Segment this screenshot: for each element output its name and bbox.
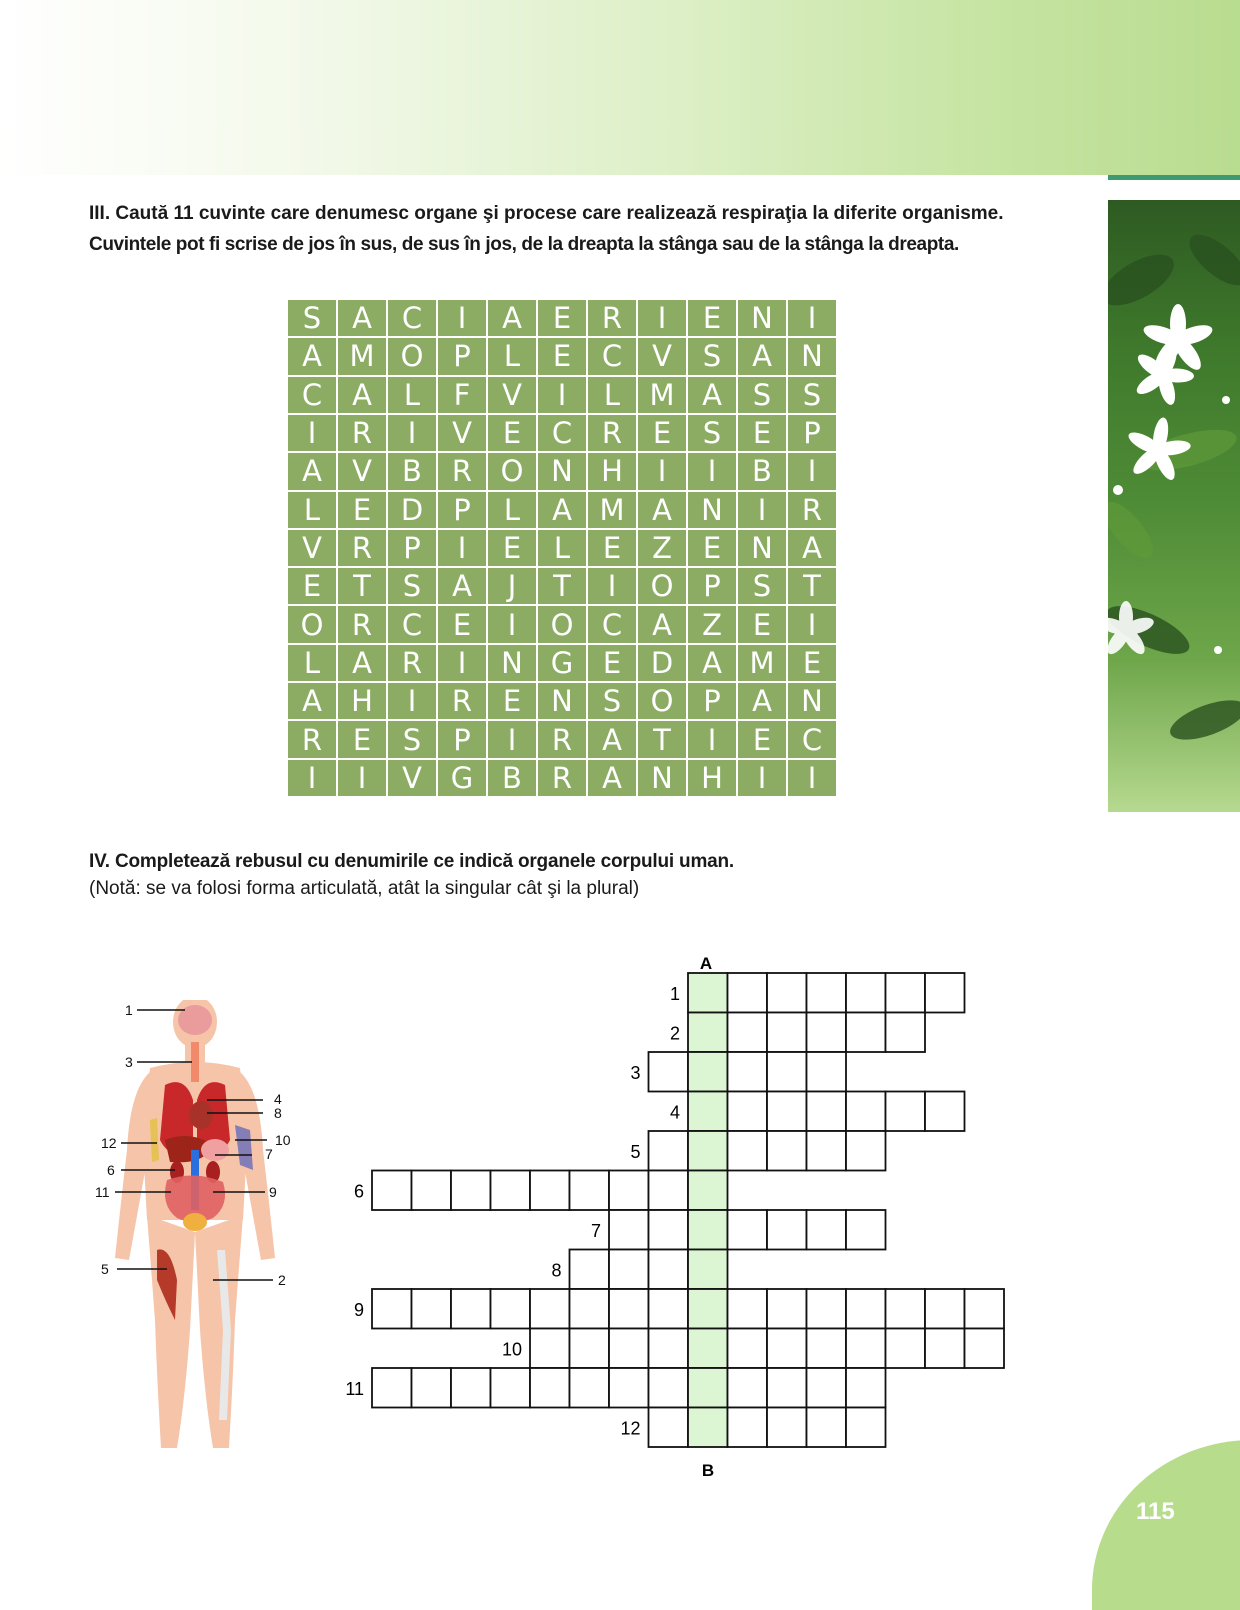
word-search-cell: R: [338, 415, 386, 451]
word-search-cell: I: [688, 453, 736, 489]
crossword-label-a: A: [699, 954, 713, 973]
word-search-cell: I: [338, 760, 386, 796]
word-search-cell: V: [638, 338, 686, 374]
crossword-cell[interactable]: [846, 1013, 886, 1053]
crossword-cell[interactable]: [530, 1171, 570, 1211]
crossword-cell[interactable]: [372, 1171, 412, 1211]
word-search-cell: T: [638, 721, 686, 757]
crossword-cell[interactable]: [728, 1210, 768, 1250]
crossword-cell[interactable]: [965, 1329, 1005, 1369]
word-search-cell: A: [538, 492, 586, 528]
word-search-cell: Z: [688, 606, 736, 642]
word-search-cell: E: [588, 530, 636, 566]
word-search-cell: S: [388, 568, 436, 604]
word-search-cell: E: [338, 721, 386, 757]
word-search-cell: D: [388, 492, 436, 528]
word-search-cell: S: [738, 568, 786, 604]
figure-label: 11: [95, 1184, 110, 1200]
crossword-cell[interactable]: [846, 1329, 886, 1369]
word-search-cell: F: [438, 377, 486, 413]
crossword-cell[interactable]: [530, 1289, 570, 1329]
crossword-cell[interactable]: [767, 1368, 807, 1408]
crossword-cell[interactable]: [609, 1368, 649, 1408]
word-search-cell: I: [488, 721, 536, 757]
page-number: 115: [1136, 1498, 1175, 1525]
crossword-cell[interactable]: [728, 1013, 768, 1053]
crossword-cell[interactable]: [649, 1250, 689, 1290]
crossword-cell[interactable]: [451, 1289, 491, 1329]
word-search-cell: I: [638, 300, 686, 336]
word-search-cell: N: [688, 492, 736, 528]
word-search-cell: R: [388, 645, 436, 681]
crossword-row-number: 2: [669, 1023, 680, 1044]
crossword-cell[interactable]: [886, 1092, 926, 1132]
crossword-cell[interactable]: [491, 1289, 531, 1329]
crossword-cell[interactable]: [451, 1368, 491, 1408]
crossword-key-cell[interactable]: [688, 1408, 728, 1448]
word-search-cell: P: [438, 492, 486, 528]
word-search-cell: I: [438, 530, 486, 566]
word-search-cell: A: [438, 568, 486, 604]
crossword-row-number: 8: [551, 1260, 562, 1281]
exercise-3-title-line-2: Cuvintele pot fi scrise de jos în sus, de sus în jos, de la dreapta la stânga sau de la stânga la dreapta.: [89, 234, 959, 255]
crossword-row-number: 9: [353, 1299, 364, 1320]
crossword-cell[interactable]: [807, 1368, 847, 1408]
word-search-cell: O: [538, 606, 586, 642]
word-search-cell: V: [438, 415, 486, 451]
crossword-cell[interactable]: [372, 1289, 412, 1329]
crossword-cell[interactable]: [886, 1013, 926, 1053]
crossword-row-number: 6: [353, 1181, 364, 1202]
word-search-cell: A: [788, 530, 836, 566]
crossword-cell[interactable]: [846, 1131, 886, 1171]
figure-label: 12: [101, 1135, 117, 1151]
word-search-cell: S: [738, 377, 786, 413]
crossword-cell[interactable]: [412, 1368, 452, 1408]
word-search-cell: A: [688, 645, 736, 681]
word-search-cell: R: [538, 760, 586, 796]
word-search-cell: S: [688, 338, 736, 374]
crossword-key-cell[interactable]: [688, 1368, 728, 1408]
word-search-cell: L: [538, 530, 586, 566]
word-search-cell: E: [288, 568, 336, 604]
word-search-cell: R: [288, 721, 336, 757]
word-search-cell: A: [638, 492, 686, 528]
crossword-key-cell[interactable]: [688, 1210, 728, 1250]
word-search-cell: T: [338, 568, 386, 604]
crossword-cell[interactable]: [530, 1368, 570, 1408]
crossword-row-number: 4: [669, 1102, 680, 1123]
word-search-cell: P: [388, 530, 436, 566]
word-search-cell: E: [488, 683, 536, 719]
word-search-cell: E: [488, 415, 536, 451]
crossword-cell[interactable]: [846, 973, 886, 1013]
word-search-cell: I: [538, 377, 586, 413]
crossword-cell[interactable]: [728, 1408, 768, 1448]
word-search-cell: I: [438, 300, 486, 336]
word-search-cell: A: [288, 338, 336, 374]
figure-label: 9: [269, 1184, 277, 1200]
word-search-cell: I: [788, 453, 836, 489]
crossword-cell[interactable]: [767, 1052, 807, 1092]
crossword-cell[interactable]: [649, 1289, 689, 1329]
word-search-cell: E: [688, 300, 736, 336]
word-search-cell: E: [338, 492, 386, 528]
figure-label: 3: [125, 1054, 133, 1070]
crossword-cell[interactable]: [807, 1329, 847, 1369]
crossword-cell[interactable]: [609, 1210, 649, 1250]
crossword-cell[interactable]: [886, 1329, 926, 1369]
crossword-cell[interactable]: [728, 1289, 768, 1329]
word-search-cell: C: [588, 338, 636, 374]
word-search-cell: V: [338, 453, 386, 489]
crossword-cell[interactable]: [807, 1052, 847, 1092]
word-search-cell: R: [588, 300, 636, 336]
word-search-cell: E: [738, 606, 786, 642]
word-search-cell: N: [538, 453, 586, 489]
crossword-cell[interactable]: [728, 1052, 768, 1092]
word-search-cell: S: [788, 377, 836, 413]
word-search-cell: O: [288, 606, 336, 642]
word-search-cell: A: [588, 721, 636, 757]
crossword-cell[interactable]: [649, 1368, 689, 1408]
word-search-cell: L: [388, 377, 436, 413]
word-search-cell: L: [288, 492, 336, 528]
crossword-cell[interactable]: [649, 1131, 689, 1171]
word-search-cell: V: [288, 530, 336, 566]
crossword-row-number: 5: [630, 1141, 641, 1162]
word-search-cell: E: [538, 300, 586, 336]
figure-label: 6: [107, 1162, 115, 1178]
crossword-cell[interactable]: [925, 973, 965, 1013]
word-search-cell: I: [288, 760, 336, 796]
word-search-cell: L: [488, 338, 536, 374]
crossword-label-b: B: [701, 1461, 715, 1480]
crossword-cell[interactable]: [570, 1329, 610, 1369]
word-search-cell: A: [638, 606, 686, 642]
word-search-cell: I: [588, 568, 636, 604]
exercise-4-note: (Notă: se va folosi forma articulată, atât la singular cât şi la plural): [89, 878, 640, 899]
word-search-cell: E: [738, 415, 786, 451]
word-search-cell: P: [438, 338, 486, 374]
word-search-cell: P: [688, 568, 736, 604]
word-search-cell: N: [638, 760, 686, 796]
crossword-key-cell[interactable]: [688, 1092, 728, 1132]
word-search-cell: S: [588, 683, 636, 719]
word-search-cell: P: [788, 415, 836, 451]
word-search-cell: N: [488, 645, 536, 681]
crossword-cell[interactable]: [570, 1289, 610, 1329]
word-search-cell: A: [338, 645, 386, 681]
word-search-cell: A: [688, 377, 736, 413]
crossword-row-number: 10: [501, 1339, 522, 1360]
crossword-cell[interactable]: [570, 1250, 610, 1290]
crossword-cell[interactable]: [846, 1368, 886, 1408]
crossword-key-cell[interactable]: [688, 1013, 728, 1053]
word-search-cell: I: [788, 606, 836, 642]
word-search-cell: M: [338, 338, 386, 374]
word-search-cell: I: [738, 760, 786, 796]
crossword-cell[interactable]: [570, 1368, 610, 1408]
word-search-cell: N: [538, 683, 586, 719]
crossword-cell[interactable]: [728, 973, 768, 1013]
crossword-cell[interactable]: [807, 1408, 847, 1448]
word-search-cell: A: [738, 338, 786, 374]
word-search-cell: R: [438, 453, 486, 489]
crossword-cell[interactable]: [767, 1289, 807, 1329]
word-search-cell: S: [688, 415, 736, 451]
figure-label: 2: [278, 1272, 286, 1288]
word-search-cell: D: [638, 645, 686, 681]
word-search-cell: E: [638, 415, 686, 451]
crossword-key-cell[interactable]: [688, 1052, 728, 1092]
crossword-cell[interactable]: [649, 1052, 689, 1092]
word-search-cell: J: [488, 568, 536, 604]
word-search-cell: L: [288, 645, 336, 681]
word-search-cell: Z: [638, 530, 686, 566]
word-search-cell: R: [338, 530, 386, 566]
word-search-cell: L: [588, 377, 636, 413]
word-search-cell: H: [588, 453, 636, 489]
crossword-key-cell[interactable]: [688, 1131, 728, 1171]
word-search-cell: E: [688, 530, 736, 566]
crossword-cell[interactable]: [372, 1368, 412, 1408]
crossword-cell[interactable]: [925, 1092, 965, 1132]
word-search-cell: C: [388, 606, 436, 642]
word-search-cell: P: [438, 721, 486, 757]
crossword-cell[interactable]: [649, 1329, 689, 1369]
figure-label: 1: [125, 1002, 133, 1018]
crossword-key-cell[interactable]: [688, 1250, 728, 1290]
crossword-cell[interactable]: [609, 1289, 649, 1329]
word-search-cell: R: [788, 492, 836, 528]
word-search-cell: B: [488, 760, 536, 796]
word-search-cell: V: [388, 760, 436, 796]
word-search-cell: N: [788, 338, 836, 374]
word-search-cell: C: [388, 300, 436, 336]
crossword-cell[interactable]: [649, 1408, 689, 1448]
crossword-cell[interactable]: [886, 973, 926, 1013]
word-search-cell: H: [338, 683, 386, 719]
crossword-cell[interactable]: [728, 1368, 768, 1408]
crossword-cell[interactable]: [767, 1408, 807, 1448]
crossword-cell[interactable]: [807, 1131, 847, 1171]
word-search-cell: A: [338, 300, 386, 336]
word-search-cell: V: [488, 377, 536, 413]
exercise-4-title: IV. Completează rebusul cu denumirile ce indică organele corpului uman.: [89, 851, 734, 872]
word-search-cell: O: [488, 453, 536, 489]
crossword-cell[interactable]: [412, 1289, 452, 1329]
crossword-row-number: 3: [630, 1062, 641, 1083]
word-search-cell: C: [288, 377, 336, 413]
crossword-cell[interactable]: [807, 1013, 847, 1053]
word-search-cell: O: [638, 568, 686, 604]
word-search-cell: E: [538, 338, 586, 374]
word-search-cell: P: [688, 683, 736, 719]
crossword-cell[interactable]: [925, 1329, 965, 1369]
word-search-cell: O: [638, 683, 686, 719]
crossword-cell[interactable]: [649, 1210, 689, 1250]
word-search-cell: T: [788, 568, 836, 604]
crossword-cell[interactable]: [451, 1171, 491, 1211]
word-search-cell: R: [338, 606, 386, 642]
crossword-cell[interactable]: [925, 1289, 965, 1329]
crossword-cell[interactable]: [728, 1131, 768, 1171]
word-search-cell: A: [288, 453, 336, 489]
word-search-cell: M: [638, 377, 686, 413]
crossword-cell[interactable]: [807, 1210, 847, 1250]
crossword-row-number: 7: [590, 1220, 601, 1241]
word-search-cell: I: [638, 453, 686, 489]
crossword-key-cell[interactable]: [688, 1329, 728, 1369]
crossword-row-number: 1: [669, 983, 680, 1004]
word-search-cell: A: [288, 683, 336, 719]
word-search-cell: L: [488, 492, 536, 528]
crossword-cell[interactable]: [767, 1092, 807, 1132]
figure-label: 5: [101, 1261, 109, 1277]
word-search-cell: I: [388, 415, 436, 451]
word-search-cell: I: [688, 721, 736, 757]
word-search-cell: I: [738, 492, 786, 528]
word-search-cell: E: [588, 645, 636, 681]
word-search-cell: R: [438, 683, 486, 719]
crossword-cell[interactable]: [609, 1329, 649, 1369]
crossword-cell[interactable]: [767, 1131, 807, 1171]
word-search-cell: C: [538, 415, 586, 451]
crossword-cell[interactable]: [767, 1210, 807, 1250]
crossword-cell[interactable]: [807, 1092, 847, 1132]
figure-label: 8: [274, 1105, 282, 1121]
word-search-cell: N: [738, 300, 786, 336]
word-search-cell: T: [538, 568, 586, 604]
crossword-cell[interactable]: [767, 1329, 807, 1369]
word-search-cell: I: [788, 300, 836, 336]
crossword-cell[interactable]: [886, 1289, 926, 1329]
word-search-cell: I: [788, 760, 836, 796]
word-search-cell: A: [588, 760, 636, 796]
word-search-cell: G: [538, 645, 586, 681]
word-search-cell: R: [538, 721, 586, 757]
word-search-cell: C: [788, 721, 836, 757]
crossword-cell[interactable]: [570, 1171, 610, 1211]
word-search-cell: N: [788, 683, 836, 719]
crossword-cell[interactable]: [846, 1210, 886, 1250]
word-search-cell: A: [738, 683, 786, 719]
word-search-cell: S: [288, 300, 336, 336]
crossword-cell[interactable]: [491, 1171, 531, 1211]
word-search-cell: R: [588, 415, 636, 451]
crossword-cell[interactable]: [530, 1329, 570, 1369]
word-search-cell: N: [738, 530, 786, 566]
crossword-cell[interactable]: [649, 1171, 689, 1211]
figure-label: 4: [274, 1091, 282, 1107]
crossword-cell[interactable]: [846, 1289, 886, 1329]
word-search-cell: M: [588, 492, 636, 528]
crossword-cell[interactable]: [767, 973, 807, 1013]
word-search-cell: I: [288, 415, 336, 451]
word-search-cell: C: [588, 606, 636, 642]
crossword-cell[interactable]: [846, 1408, 886, 1448]
word-search-cell: S: [388, 721, 436, 757]
word-search-cell: G: [438, 760, 486, 796]
crossword-key-cell[interactable]: [688, 1171, 728, 1211]
crossword-cell[interactable]: [491, 1368, 531, 1408]
word-search-cell: A: [488, 300, 536, 336]
word-search-cell: E: [738, 721, 786, 757]
crossword-cell[interactable]: [807, 973, 847, 1013]
word-search-cell: I: [438, 645, 486, 681]
crossword-row-number: 12: [620, 1418, 641, 1439]
figure-label: 10: [275, 1132, 291, 1148]
crossword-cell[interactable]: [609, 1171, 649, 1211]
word-search-cell: E: [488, 530, 536, 566]
word-search-cell: H: [688, 760, 736, 796]
word-search-cell: I: [388, 683, 436, 719]
word-search-cell: A: [338, 377, 386, 413]
exercise-3-title-line-1: III. Caută 11 cuvinte care denumesc organe şi procese care realizează respiraţia la diferite organisme.: [89, 203, 1004, 224]
crossword-key-cell[interactable]: [688, 973, 728, 1013]
word-search-cell: I: [488, 606, 536, 642]
crossword-cell[interactable]: [412, 1171, 452, 1211]
crossword-cell[interactable]: [728, 1092, 768, 1132]
crossword-cell[interactable]: [728, 1329, 768, 1369]
crossword-row-number: 11: [345, 1378, 364, 1399]
word-search-cell: E: [788, 645, 836, 681]
crossword-cell[interactable]: [807, 1289, 847, 1329]
crossword-cell[interactable]: [965, 1289, 1005, 1329]
word-search-cell: E: [438, 606, 486, 642]
crossword-key-cell[interactable]: [688, 1289, 728, 1329]
figure-label: 7: [265, 1146, 273, 1162]
crossword-cell[interactable]: [846, 1092, 886, 1132]
word-search-cell: O: [388, 338, 436, 374]
word-search-cell: B: [388, 453, 436, 489]
crossword-cell[interactable]: [767, 1013, 807, 1053]
word-search-cell: M: [738, 645, 786, 681]
word-search-cell: B: [738, 453, 786, 489]
crossword-cell[interactable]: [609, 1250, 649, 1290]
